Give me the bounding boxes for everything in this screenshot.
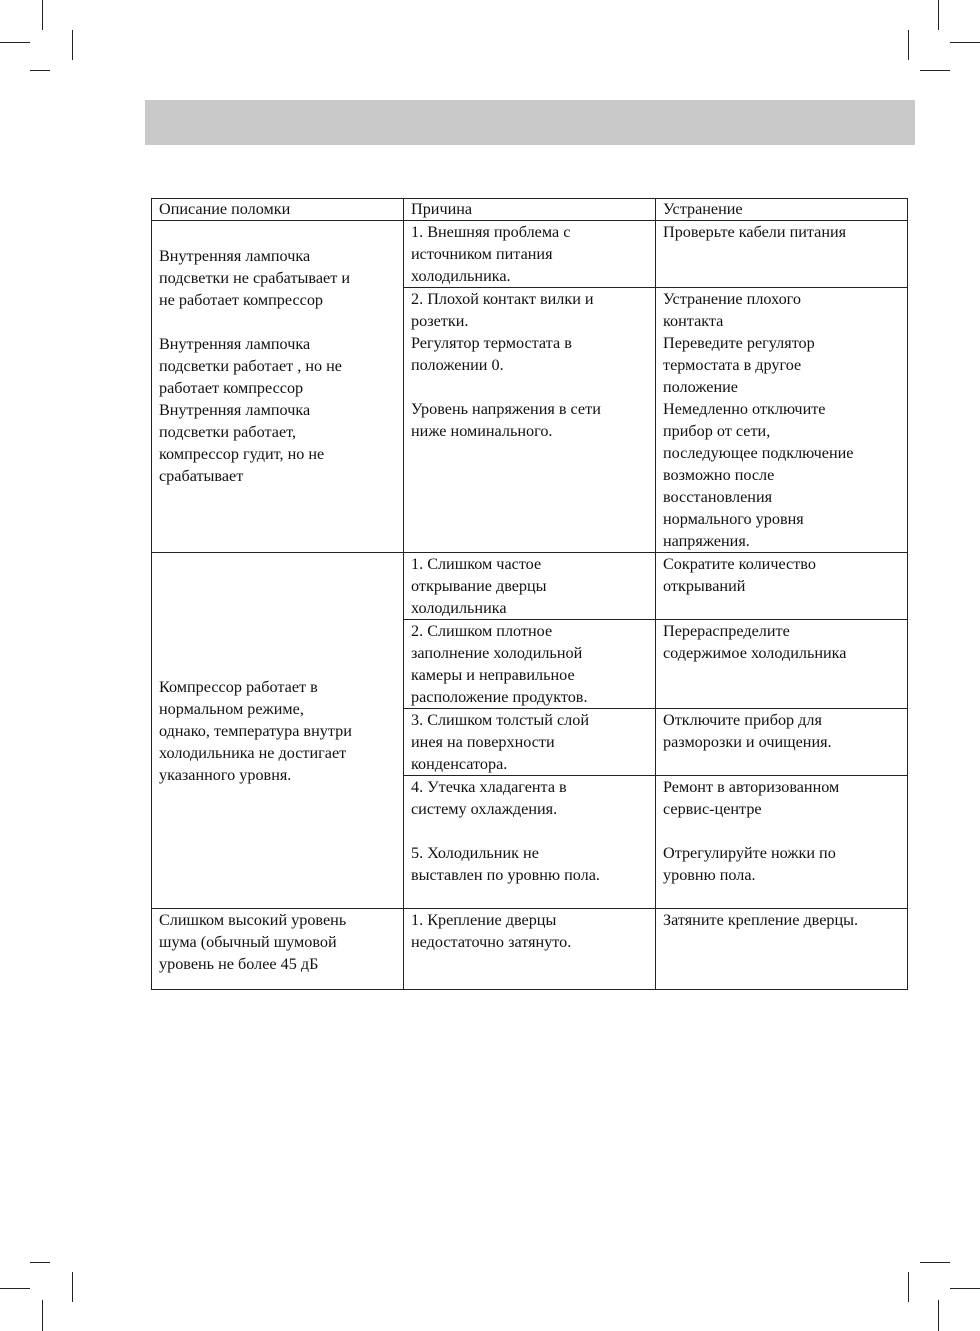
crop-mark	[920, 1262, 950, 1263]
problem-description: Слишком высокий уровень шума (обычный шумовой уровень не более 45 дБ	[152, 909, 404, 990]
crop-mark	[30, 70, 50, 71]
crop-mark	[938, 0, 939, 30]
cause-cell: 2. Плохой контакт вилки и розетки. Регулятор термостата в положении 0. Уровень напряжения в сети ниже номинального.	[404, 288, 656, 553]
fix-cell: Перераспределите содержимое холодильника	[656, 620, 908, 709]
problem-description: Внутренняя лампочка подсветки не срабатывает и не работает компрессор Внутренняя лампочка подсветки работает , но не работает компрессор Внутренняя лампочка подсветки работает, компрессор гудит, но не срабатывает	[152, 221, 404, 553]
crop-mark	[72, 30, 73, 60]
column-header: Устранение	[656, 199, 908, 221]
cause-cell: 4. Утечка хладагента в систему охлаждения. 5. Холодильник не выставлен по уровню пола.	[404, 776, 656, 909]
table-header-row	[152, 199, 908, 221]
cause-cell: 1. Внешняя проблема с источником питания холодильника.	[404, 221, 656, 288]
crop-mark	[0, 1288, 30, 1289]
fix-cell: Проверьте кабели питания	[656, 221, 908, 288]
crop-mark	[30, 1262, 50, 1263]
table-row	[152, 221, 908, 288]
crop-mark	[908, 30, 909, 60]
section-header-bar	[145, 100, 915, 145]
problem-description: Компрессор работает в нормальном режиме, однако, температура внутри холодильника не достигает указанного уровня.	[152, 553, 404, 909]
fix-cell: Устранение плохого контакта Переведите регулятор термостата в другое положение Немедленно отключите прибор от сети, последующее подключение возможно после восстановления нормального уровня напряжения.	[656, 288, 908, 553]
table-row	[152, 909, 908, 990]
crop-mark	[950, 1288, 980, 1289]
cause-cell: 3. Слишком толстый слой инея на поверхности конденсатора.	[404, 709, 656, 776]
table-row	[152, 553, 908, 620]
cause-cell: 1. Слишком частое открывание дверцы холодильника	[404, 553, 656, 620]
crop-mark	[920, 70, 950, 71]
crop-mark	[908, 1272, 909, 1302]
crop-mark	[42, 1300, 43, 1331]
crop-mark	[0, 42, 30, 43]
cause-cell: 2. Слишком плотное заполнение холодильной камеры и неправильное расположение продуктов.	[404, 620, 656, 709]
crop-mark	[950, 42, 980, 43]
column-header: Причина	[404, 199, 656, 221]
cause-cell: 1. Крепление дверцы недостаточно затянуто.	[404, 909, 656, 990]
crop-mark	[72, 1272, 73, 1302]
troubleshooting-table	[151, 198, 908, 990]
column-header: Описание поломки	[152, 199, 404, 221]
fix-cell: Затяните крепление дверцы.	[656, 909, 908, 990]
fix-cell: Ремонт в авторизованном сервис-центре Отрегулируйте ножки по уровню пола.	[656, 776, 908, 909]
crop-mark	[938, 1300, 939, 1331]
fix-cell: Отключите прибор для разморозки и очищения.	[656, 709, 908, 776]
crop-mark	[42, 0, 43, 30]
fix-cell: Сократите количество открываний	[656, 553, 908, 620]
